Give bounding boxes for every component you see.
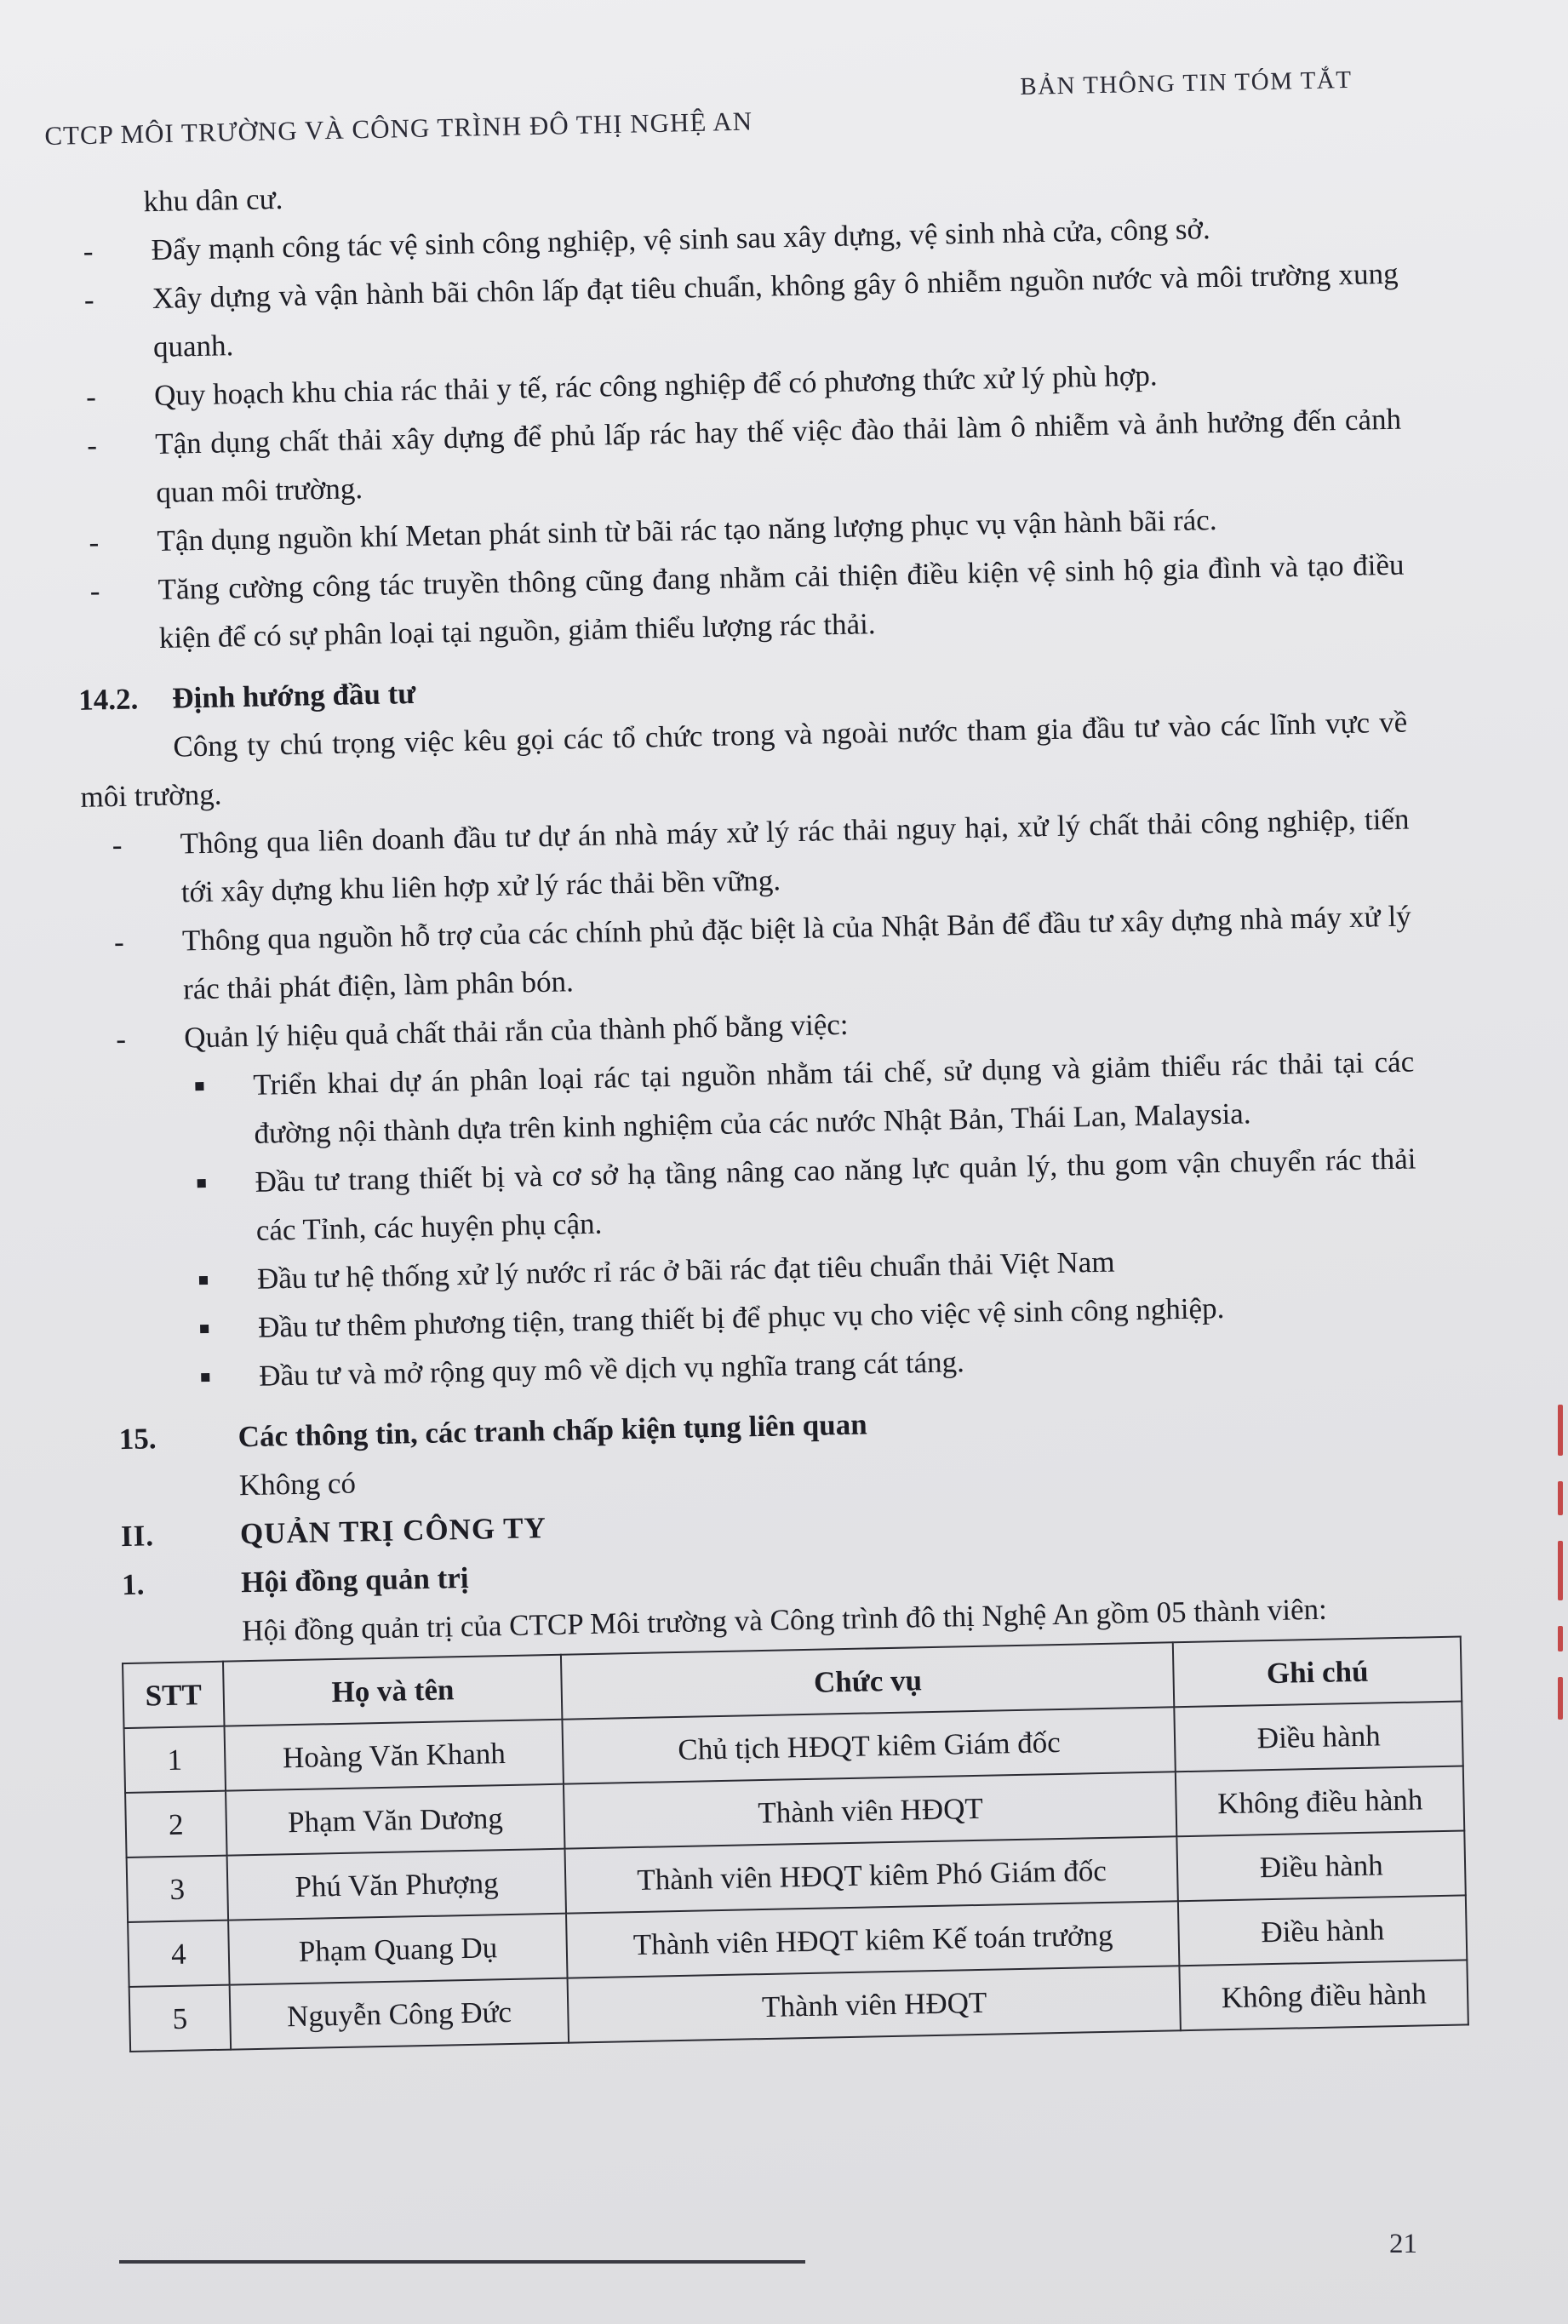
section-intro: Hội đồng quản trị của CTCP Môi trường và Công trình đô thị Nghệ An gồm 05 thành viên:: [241, 1592, 1328, 1648]
sub-list-item: Triển khai dự án phân loại rác tại nguồn nhằm tái chế, sử dụng và giảm thiểu rác thải tại các đường nội thành dựa trên kinh nghiệm của các nước Nhật Bản, Thái Lan, Malaysia.: [86, 1037, 1416, 1160]
cell-position: Thành viên HĐQT: [564, 1772, 1176, 1848]
section-intro: Công ty chú trọng việc kêu gọi các tổ chức trong và ngoài nước tham gia đầu tư vào các lĩnh vực về môi trường.: [80, 705, 1408, 814]
dash-bullet: -: [86, 428, 98, 462]
cell-name: Nguyễn Công Đức: [230, 1978, 569, 2050]
sub-list-item: Đầu tư hệ thống xử lý nước rỉ rác ở bãi rác đạt tiêu chuẩn thải Việt Nam: [89, 1231, 1418, 1306]
cell-position: Thành viên HĐQT kiêm Phó Giám đốc: [565, 1836, 1178, 1913]
footer-rule: [119, 2260, 805, 2264]
paragraph-continuation: khu dân cư.: [143, 181, 283, 219]
list-item: - Tăng cường công tác truyền thông cũng đang nhằm cải thiện điều kiện vệ sinh hộ gia đình và tạo điều kiện để có sự phân loại tại nguồn, giảm thiểu lượng rác thải.: [89, 547, 1405, 655]
column-header: Chức vụ: [561, 1642, 1174, 1719]
dash-bullet: -: [89, 574, 100, 608]
column-header: STT: [123, 1662, 224, 1728]
dash-bullet: -: [113, 924, 125, 959]
sub-list-item: Đầu tư thêm phương tiện, trang thiết bị để phục vụ cho việc vệ sinh công nghiệp.: [91, 1279, 1420, 1354]
red-binding-marks: [1537, 1405, 1568, 1728]
square-bullet: [200, 1325, 209, 1333]
environment-measures-list: [69, 201, 1405, 664]
section-number: 1.: [121, 1567, 145, 1602]
section-title: Định hướng đầu tư: [171, 676, 416, 715]
dash-bullet: -: [85, 380, 97, 414]
sub-list-item: Đầu tư và mở rộng quy mô về dịch vụ nghĩa trang cát táng.: [92, 1328, 1421, 1403]
list-item: - Quy hoạch khu chia rác thải y tế, rác công nghiệp để có phương thức xử lý phù hợp.: [72, 346, 1401, 421]
square-bullet: [199, 1276, 208, 1285]
dash-bullet: -: [83, 234, 94, 268]
cell-note: Điều hành: [1178, 1895, 1467, 1966]
section-title: Hội đồng quản trị: [240, 1560, 469, 1600]
list-item: - Đẩy mạnh công tác vệ sinh công nghiệp, vệ sinh sau xây dựng, vệ sinh nhà cửa, công sở.: [69, 201, 1398, 276]
section-title: Các thông tin, các tranh chấp kiện tụng liên quan: [237, 1407, 867, 1454]
cell-note: Điều hành: [1177, 1830, 1466, 1901]
dash-bullet: -: [112, 827, 123, 862]
dash-bullet: -: [83, 283, 94, 317]
cell-position: Thành viên HĐQT kiêm Kế toán trưởng: [566, 1901, 1179, 1978]
cell-stt: 5: [129, 1985, 231, 2052]
list-item: - Tận dụng chất thải xây dựng để phủ lấp rác hay thế việc đào thải làm ô nhiễm và ảnh hưởng đến cảnh quan môi trường.: [86, 402, 1402, 509]
column-header: Ghi chú: [1173, 1637, 1462, 1708]
square-bullet: [195, 1082, 203, 1090]
section-body: Không có: [238, 1466, 357, 1503]
page-body: [68, 152, 1434, 2053]
cell-note: Điều hành: [1175, 1702, 1463, 1772]
dash-bullet: -: [89, 525, 100, 559]
board-members-table: [122, 1635, 1469, 2052]
square-bullet: [197, 1179, 206, 1188]
running-header-title: BẢN THÔNG TIN TÓM TẮT: [1020, 66, 1353, 100]
dash-bullet: -: [115, 1022, 127, 1056]
list-item: - Quản lý hiệu quả chất thải rắn của thành phố bằng việc:: [85, 988, 1414, 1063]
cell-note: Không điều hành: [1176, 1766, 1464, 1836]
list-item: - Thông qua nguồn hỗ trợ của các chính phủ đặc biệt là của Nhật Bản để đầu tư xây dựng nhà máy xử lý rác thải phát điện, làm phân bón.: [113, 899, 1412, 1006]
cell-name: Phạm Quang Dụ: [228, 1914, 568, 1985]
investment-list: [81, 795, 1420, 1404]
square-bullet: [201, 1373, 209, 1382]
cell-position: Thành viên HĐQT: [568, 1966, 1181, 2042]
cell-position: Chủ tịch HĐQT kiêm Giám đốc: [563, 1707, 1176, 1783]
cell-name: Phú Văn Phượng: [227, 1849, 567, 1920]
cell-note: Không điều hành: [1180, 1960, 1468, 2030]
part-number: II.: [120, 1519, 155, 1554]
page-number: 21: [1389, 2229, 1417, 2259]
cell-name: Phạm Văn Dương: [226, 1784, 565, 1856]
column-header: Họ và tên: [223, 1655, 563, 1726]
sub-list-item: Đầu tư trang thiết bị và cơ sở hạ tầng nâng cao năng lực quản lý, thu gom vận chuyển rác thải các Tỉnh, các huyện phụ cận.: [88, 1134, 1417, 1257]
cell-stt: 4: [128, 1920, 229, 1987]
cell-stt: 1: [124, 1726, 226, 1793]
list-item: - Xây dựng và vận hành bãi chôn lấp đạt tiêu chuẩn, không gây ô nhiễm nguồn nước và môi trường xung quanh.: [83, 256, 1399, 364]
list-item: - Thông qua liên doanh đầu tư dự án nhà máy xử lý rác thải nguy hại, xử lý chất thải công nghiệp, tiến tới xây dựng khu liên hợp xử lý rác thải bền vững.: [112, 802, 1410, 909]
part-title: QUẢN TRỊ CÔNG TY: [239, 1511, 547, 1551]
list-item: - Tận dụng nguồn khí Metan phát sinh từ bãi rác tạo năng lượng phục vụ vận hành bãi rác.: [75, 492, 1404, 567]
section-number: 15.: [118, 1422, 157, 1457]
cell-name: Hoàng Văn Khanh: [224, 1720, 564, 1791]
running-header-company: CTCP MÔI TRƯỜNG VÀ CÔNG TRÌNH ĐÔ THỊ NGHỆ AN: [44, 106, 753, 151]
cell-stt: 3: [127, 1856, 228, 1922]
cell-stt: 2: [125, 1791, 226, 1857]
section-number: 14.2.: [77, 682, 139, 717]
